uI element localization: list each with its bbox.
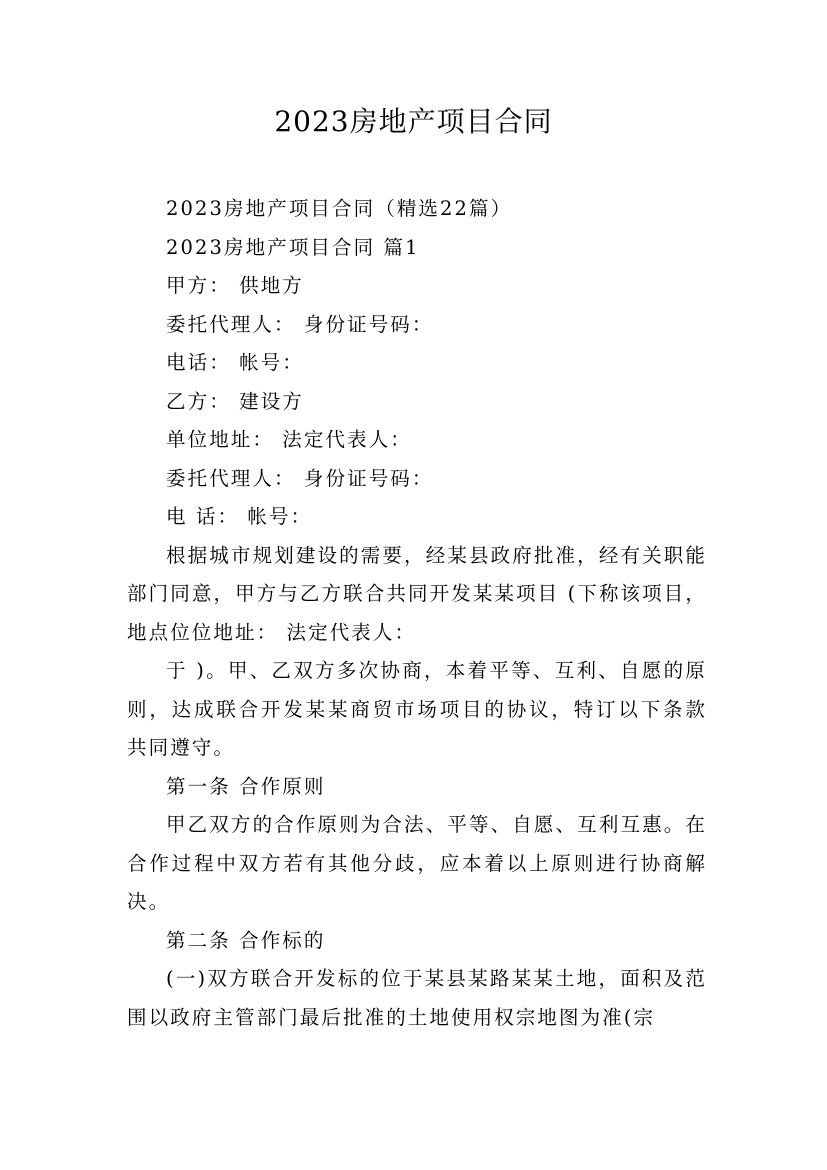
party-b-agent-line: 委托代理人： 身份证号码： (166, 466, 434, 490)
party-b-line: 乙方： 建设方 (166, 389, 304, 413)
party-b-address-line: 单位地址： 法定代表人： (166, 428, 412, 451)
party-a-phone-line: 电话： 帐号： (166, 351, 304, 374)
article-heading: 第一条 合作原则 (166, 774, 326, 798)
document-title: 2023房地产项目合同 (274, 105, 553, 138)
party-a-agent-line: 委托代理人： 身份证号码： (166, 312, 434, 336)
body-paragraph: 甲乙双方的合作原则为合法、平等、自愿、互利互惠。在合作过程中双方若有其他分歧，应本着以上原则进行协商解决。 (127, 813, 707, 913)
body-paragraph: 于 )。甲、乙双方多次协商，本着平等、互利、自愿的原则，达成联合开发某某商贸市场项目的协议，特订以下条款共同遵守。 (127, 659, 707, 759)
party-b-phone-line: 电 话： 帐号： (166, 505, 313, 528)
document-body (127, 190, 707, 1037)
section-heading: 2023房地产项目合同 篇1 (166, 235, 420, 259)
body-paragraph: (一)双方联合开发标的位于某县某路某某土地，面积及范围以政府主管部门最后批准的土地使用权宗地图为准(宗 (127, 967, 707, 1029)
article-heading: 第二条 合作标的 (166, 928, 326, 952)
subtitle-line: 2023房地产项目合同（精选22篇） (166, 197, 513, 220)
body-paragraph: 根据城市规划建设的需要，经某县政府批准，经有关职能部门同意，甲方与乙方联合共同开发某某项目 (下称该项目，地点位位地址： 法定代表人： (127, 543, 707, 644)
party-a-line: 甲方： 供地方 (166, 274, 304, 297)
